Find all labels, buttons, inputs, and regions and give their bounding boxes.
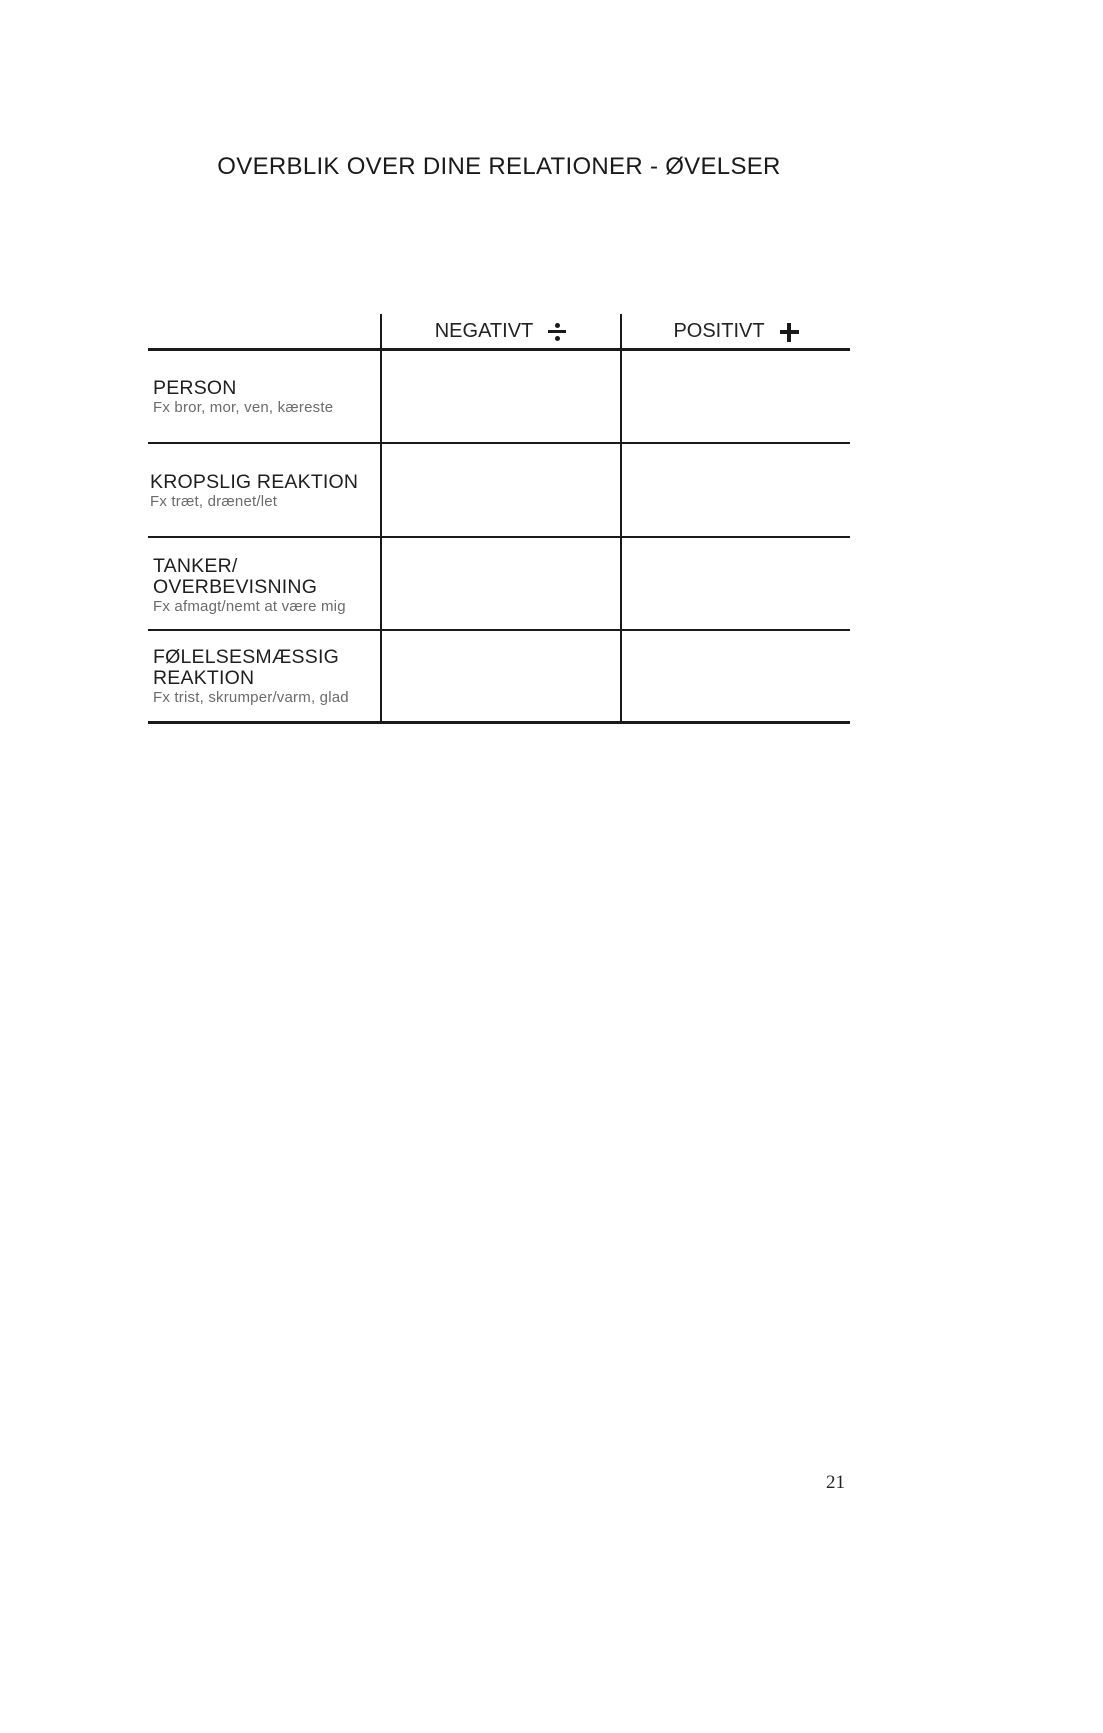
answer-cell-emotional-positive[interactable] [622,631,850,721]
page-number: 21 [826,1472,845,1493]
row-title: TANKER/ OVERBEVISNING [153,555,318,598]
answer-cell-emotional-negative[interactable] [382,631,620,721]
row-label-physical-reaction [150,472,378,511]
answer-cell-thoughts-negative[interactable] [382,538,620,629]
relations-worksheet-table [148,314,850,724]
row-title: FØLELSESMÆSSIG REAKTION [153,646,339,689]
answer-cell-person-positive[interactable] [622,351,850,442]
row-hint: Fx trist, skrumper/varm, glad [153,689,349,706]
row-label-emotional-reaction [153,647,353,707]
row-hint: Fx afmagt/nemt at være mig [153,598,346,615]
answer-cell-person-negative[interactable] [382,351,620,442]
bottom-rule [148,721,850,724]
row-label-person [153,378,381,417]
row-hint: Fx træt, drænet/let [150,493,278,510]
column-header-positive [622,314,850,349]
row-title: PERSON [153,377,237,399]
row-label-thoughts-beliefs [153,555,346,616]
page-title: OVERBLIK OVER DINE RELATIONER - ØVELSER [217,153,781,180]
column-header-positive-label: POSITIVT [673,320,765,342]
row-hint: Fx bror, mor, ven, kæreste [153,399,334,416]
row-title: KROPSLIG REAKTION [150,471,359,493]
answer-cell-physical-negative[interactable] [382,444,620,536]
column-header-negative-label: NEGATIVT [434,320,534,342]
plus-sign-icon [779,322,799,342]
column-header-negative [382,314,620,349]
answer-cell-physical-positive[interactable] [622,444,850,536]
division-sign-icon [547,322,567,342]
answer-cell-thoughts-positive[interactable] [622,538,850,629]
